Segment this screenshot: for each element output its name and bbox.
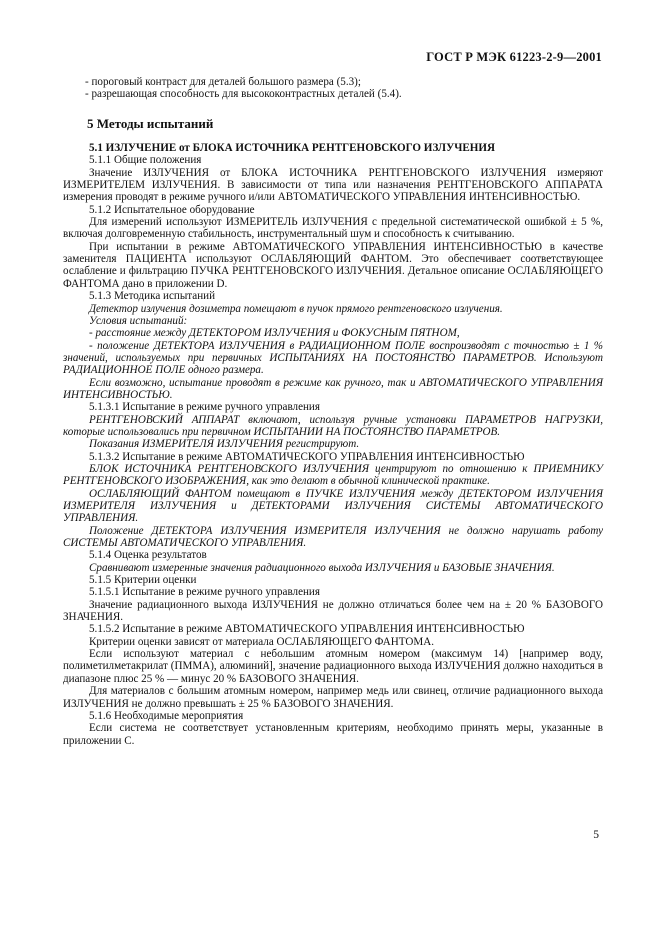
clause-heading: 5.1.3.1 Испытание в режиме ручного управления — [89, 401, 320, 414]
intro-bullet: - пороговый контраст для деталей большого размера (5.3); — [85, 76, 361, 88]
paragraph: При испытании в режиме АВТОМАТИЧЕСКОГО УПРАВЛЕНИЯ ИНТЕНСИВНОСТЬЮ в качестве заменителя ПАЦИЕНТА используют ОСЛАБЛЯЮЩИЙ ФАНТОМ. Это обеспечивает соответствующее ослабление и фильтрацию ПУЧКА РЕНТГЕНОВСКОГО ИЗЛУЧЕНИЯ. Детальное описание ОСЛАБЛЯЮЩЕГО ФАНТОМА дано в приложении D. — [63, 240, 603, 290]
paragraph: БЛОК ИСТОЧНИКА РЕНТГЕНОВСКОГО ИЗЛУЧЕНИЯ центрируют по отношению к ПРИЕМНИКУ РЕНТГЕНОВСКОГО ИЗОБРАЖЕНИЯ, как это делают в обычной клинической практике. — [63, 462, 603, 488]
paragraph: ОСЛАБЛЯЮЩИЙ ФАНТОМ помещают в ПУЧКЕ ИЗЛУЧЕНИЯ между ДЕТЕКТОРОМ ИЗЛУЧЕНИЯ ИЗМЕРИТЕЛЯ ИЗЛУЧЕНИЯ и ДЕТЕКТОРАМИ ИЗЛУЧЕНИЯ СИСТЕМЫ АВТОМАТИЧЕСКОГО УПРАВЛЕНИЯ. — [63, 487, 603, 525]
paragraph: Значение ИЗЛУЧЕНИЯ от БЛОКА ИСТОЧНИКА РЕНТГЕНОВСКОГО ИЗЛУЧЕНИЯ измеряют ИЗМЕРИТЕЛЕМ ИЗЛУЧЕНИЯ. В зависимости от типа или назначения РЕНТГЕНОВСКОГО АППАРАТА измерения проводят в режиме ручного и/или АВТОМАТИЧЕСКОГО УПРАВЛЕНИЯ ИНТЕНСИВНОСТЬЮ. — [63, 166, 603, 204]
clause-heading: 5.1.5.2 Испытание в режиме АВТОМАТИЧЕСКОГО УПРАВЛЕНИЯ ИНТЕНСИВНОСТЬЮ — [89, 623, 525, 636]
paragraph: РЕНТГЕНОВСКИЙ АППАРАТ включают, используя ручные установки ПАРАМЕТРОВ НАГРУЗКИ, которые использовались при первичном ИСПЫТАНИИ НА ПОСТОЯНСТВО ПАРАМЕТРОВ. — [63, 413, 603, 438]
clause-heading: 5.1.5 Критерии оценки — [89, 574, 197, 587]
clause-heading: 5.1.3.2 Испытание в режиме АВТОМАТИЧЕСКОГО УПРАВЛЕНИЯ ИНТЕНСИВНОСТЬЮ — [89, 450, 525, 463]
clause-heading: 5.1.2 Испытательное оборудование — [89, 203, 255, 216]
paragraph: Показания ИЗМЕРИТЕЛЯ ИЗЛУЧЕНИЯ регистрируют. — [89, 438, 360, 451]
list-item: - расстояние между ДЕТЕКТОРОМ ИЗЛУЧЕНИЯ и ФОКУСНЫМ ПЯТНОМ, — [89, 327, 460, 340]
intro-bullet: - разрешающая способность для высококонтрастных деталей (5.4). — [85, 88, 402, 101]
subsection-title: 5.1 ИЗЛУЧЕНИЕ от БЛОКА ИСТОЧНИКА РЕНТГЕНОВСКОГО ИЗЛУЧЕНИЯ — [89, 142, 496, 155]
paragraph: Если используют материал с небольшим атомным номером (максимум 14) [например воду, полиметилметакрилат (ПММА), алюминий], значение радиационного выхода ИЗЛУЧЕНИЯ должно находиться в диапазоне плюс 25 % — минус 20 % БАЗОВОГО ЗНАЧЕНИЯ. — [63, 648, 603, 685]
section-title: 5 Методы испытаний — [87, 115, 214, 131]
clause-heading: 5.1.3 Методика испытаний — [89, 290, 216, 303]
page-body — [63, 76, 603, 747]
paragraph: Положение ДЕТЕКТОРА ИЗЛУЧЕНИЯ ИЗМЕРИТЕЛЯ ИЗЛУЧЕНИЯ не должно нарушать работу СИСТЕМЫ АВТОМАТИЧЕСКОГО УПРАВЛЕНИЯ. — [63, 524, 603, 550]
paragraph: Если возможно, испытание проводят в режиме как ручного, так и АВТОМАТИЧЕСКОГО УПРАВЛЕНИЯ ИНТЕНСИВНОСТЬЮ. — [63, 376, 603, 401]
paragraph: Для материалов с большим атомным номером, например медь или свинец, отличие радиационного выхода ИЗЛУЧЕНИЯ не должно превышать ± 25 % БАЗОВОГО ЗНАЧЕНИЯ. — [63, 685, 603, 710]
paragraph: Для измерений используют ИЗМЕРИТЕЛЬ ИЗЛУЧЕНИЯ с предельной систематической ошибкой ± 5 %, включая долговременную стабильность, инструментальный шум и способность к считыванию. — [63, 216, 603, 241]
paragraph: Если система не соответствует установленным критериям, необходимо принять меры, указанные в приложении С. — [63, 722, 603, 747]
clause-heading: 5.1.6 Необходимые мероприятия — [89, 709, 244, 722]
clause-heading: 5.1.5.1 Испытание в режиме ручного управления — [89, 586, 320, 599]
list-item: - положение ДЕТЕКТОРА ИЗЛУЧЕНИЯ в РАДИАЦИОННОМ ПОЛЕ воспроизводят с точностью ± 1 % значений, используемых при первичных ИСПЫТАНИЯХ НА ПОСТОЯНСТВО ПАРАМЕТРОВ. Используют РАДИАЦИОННОЕ ПОЛЕ одного размера. — [63, 339, 603, 377]
paragraph: Сравнивают измеренные значения радиационного выхода ИЗЛУЧЕНИЯ и БАЗОВЫЕ ЗНАЧЕНИЯ. — [89, 561, 555, 574]
clause-heading: 5.1.1 Общие положения — [89, 154, 202, 167]
document-header: ГОСТ Р МЭК 61223-2-9—2001 — [426, 50, 602, 64]
paragraph: Детектор излучения дозиметра помещают в пучок прямого рентгеновского излучения. — [89, 302, 503, 315]
paragraph: Критерии оценки зависят от материала ОСЛАБЛЯЮЩЕГО ФАНТОМА. — [89, 635, 435, 648]
page-number: 5 — [593, 829, 599, 841]
paragraph: Значение радиационного выхода ИЗЛУЧЕНИЯ не должно отличаться более чем на ± 20 % БАЗОВОГО ЗНАЧЕНИЯ. — [63, 598, 603, 624]
paragraph: Условия испытаний: — [89, 314, 188, 327]
clause-heading: 5.1.4 Оценка результатов — [89, 549, 207, 562]
